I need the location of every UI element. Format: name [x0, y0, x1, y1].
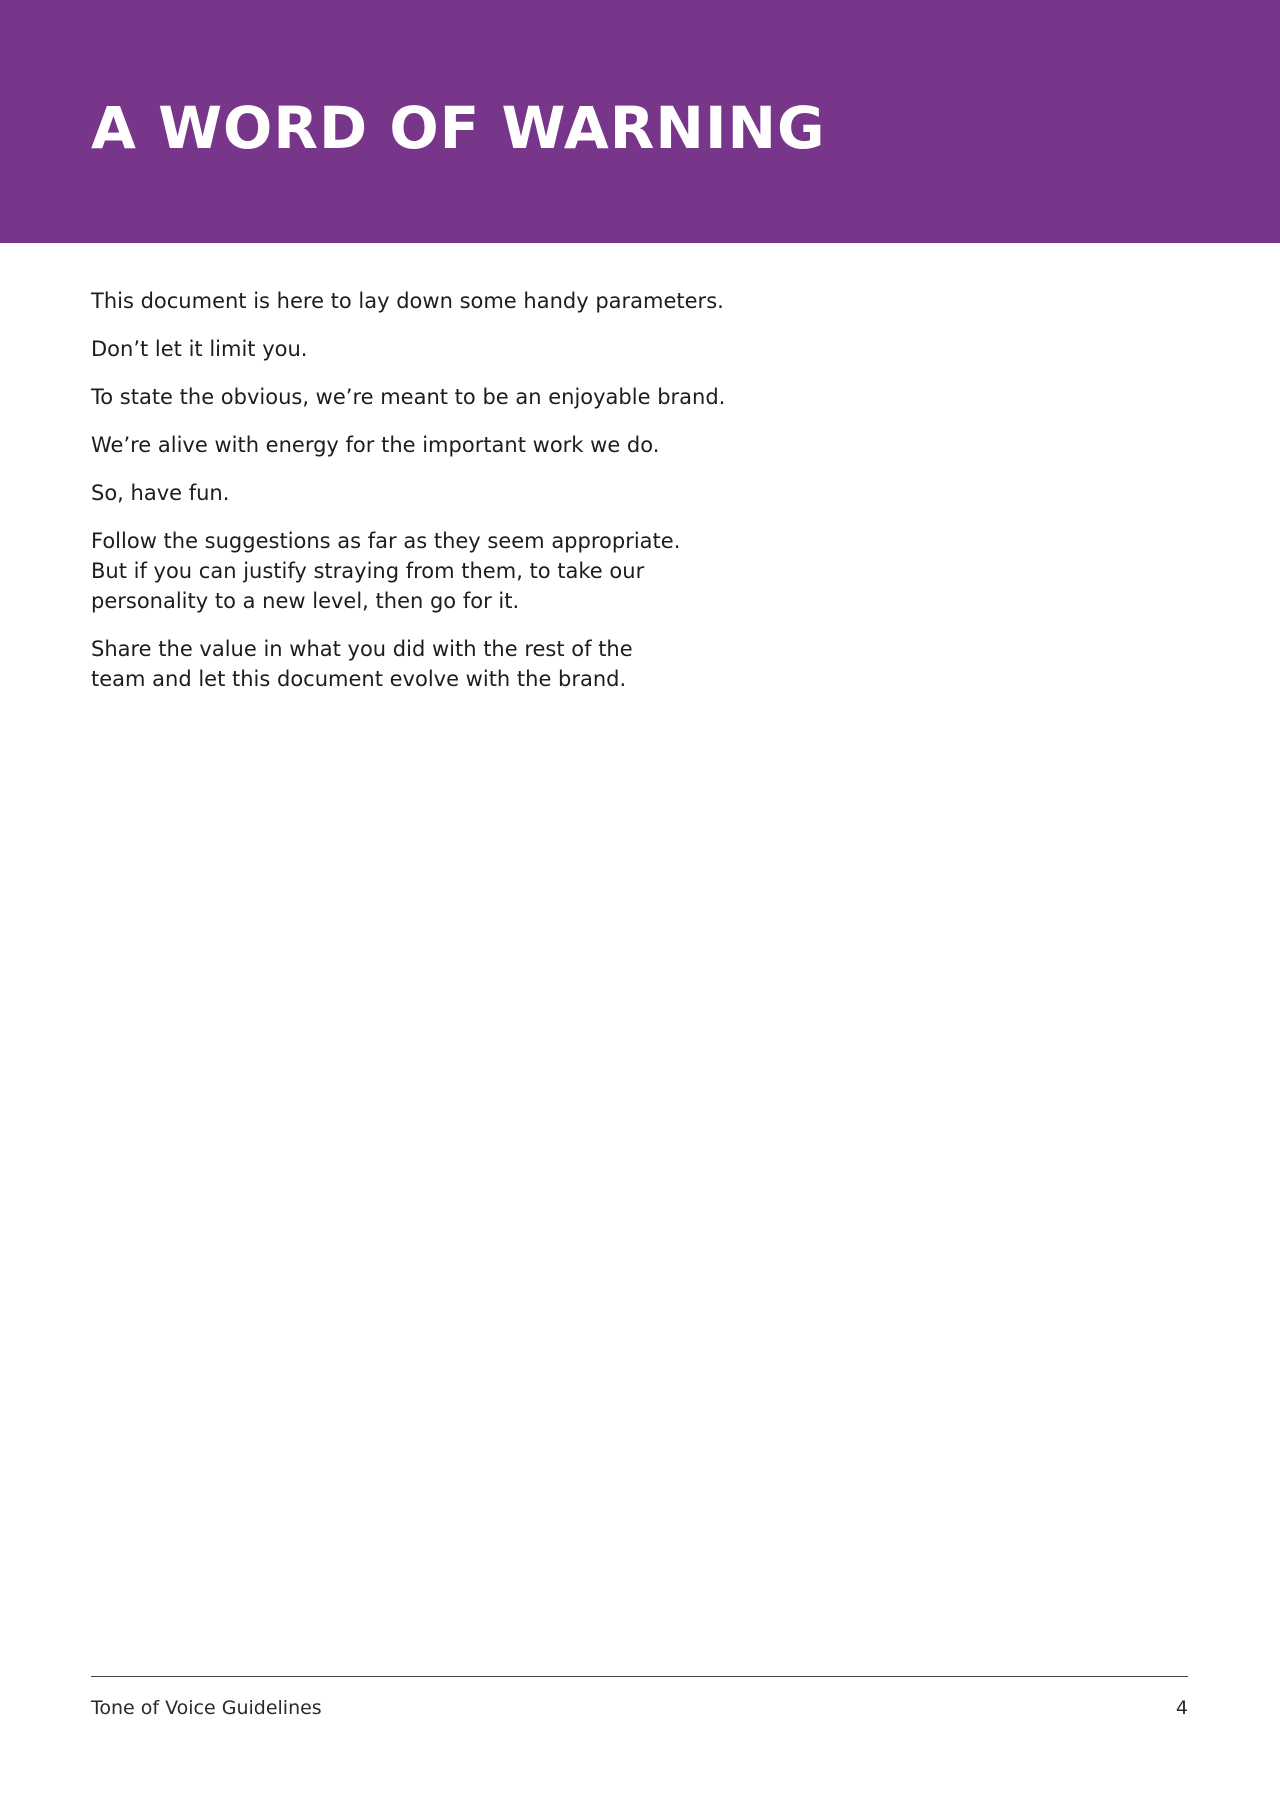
page-title: A WORD OF WARNING	[91, 94, 826, 162]
footer-divider	[91, 1676, 1188, 1677]
body-paragraph: To state the obvious, we’re meant to be an enjoyable brand.	[91, 385, 726, 409]
page-number: 4	[1175, 1697, 1188, 1719]
body-paragraph: So, have fun.	[91, 481, 230, 505]
body-paragraph: Follow the suggestions as far as they seem appropriate. But if you can justify straying from them, to take our personality to a new level, then go for it.	[91, 529, 681, 613]
footer-document-title: Tone of Voice Guidelines	[91, 1697, 322, 1719]
header-band	[0, 0, 1280, 243]
body-paragraph: This document is here to lay down some handy parameters.	[91, 289, 724, 313]
body-paragraph: Don’t let it limit you.	[91, 337, 308, 361]
body-paragraph: We’re alive with energy for the important work we do.	[91, 433, 660, 457]
body-paragraph: Share the value in what you did with the rest of the team and let this document evolve with the brand.	[91, 637, 633, 691]
body-copy	[91, 286, 771, 712]
